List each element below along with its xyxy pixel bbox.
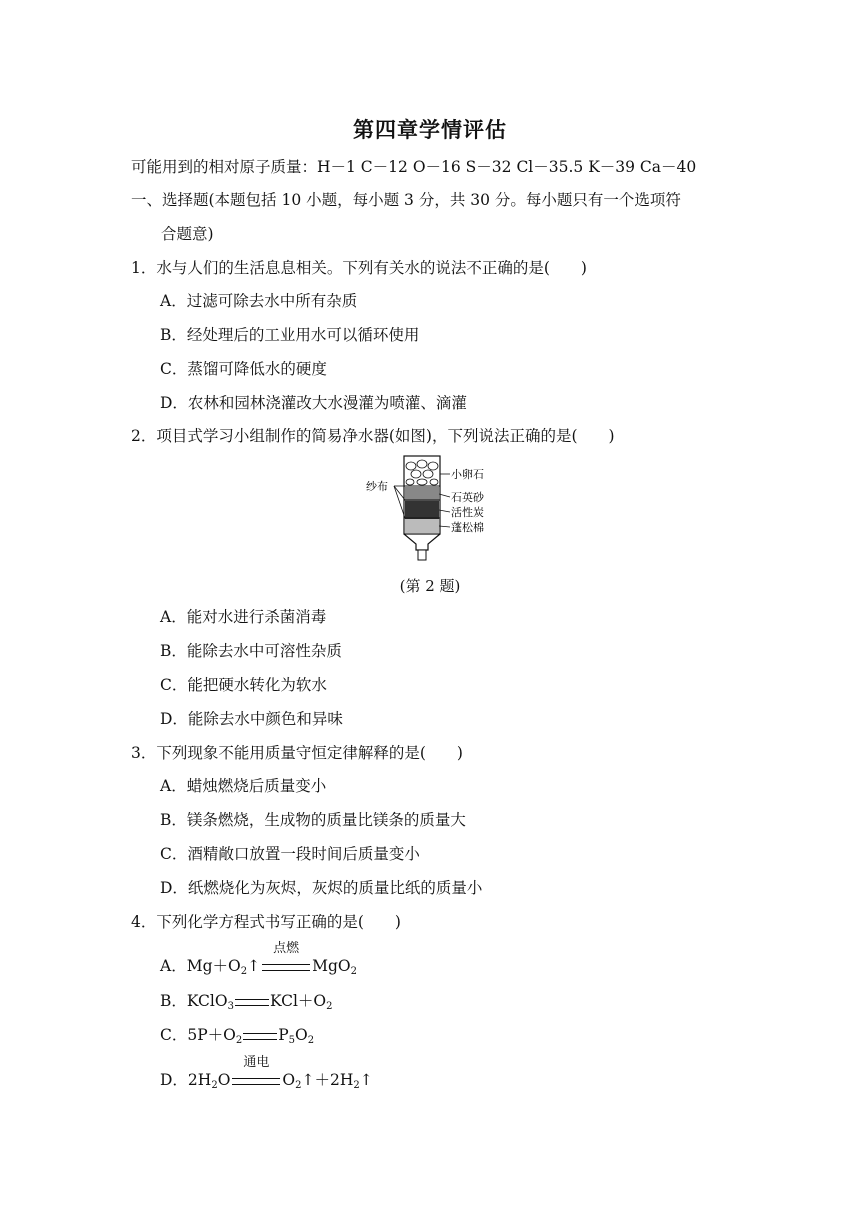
question-3-stem: 3．下列现象不能用质量守恒定律解释的是( ): [131, 744, 463, 762]
figure-label-gauze: 纱布: [366, 480, 388, 493]
question-3-option-c: C．酒精敞口放置一段时间后质量变小: [160, 845, 420, 863]
question-1-option-d: D．农林和园林浇灌改大水漫灌为喷灌、滴灌: [160, 394, 467, 412]
figure-label-quartz: 石英砂: [451, 491, 484, 504]
question-2-option-c: C．能把硬水转化为软水: [160, 676, 327, 694]
figure-caption: (第 2 题): [399, 577, 461, 595]
section-heading-cont: 合题意): [161, 225, 214, 243]
question-4-option-b: B．KClO$_3$ $KCl+O_2$: [160, 992, 333, 1012]
question-4-option-d: D．$2H_2O$ 通电 $O_2↑+2H_2↑$: [160, 1055, 373, 1091]
question-3-option-d: D．纸燃烧化为灰烬，灰烬的质量比纸的质量小: [160, 879, 483, 897]
eq-condition-ignite: 点燃: [273, 941, 300, 956]
question-3-option-a: A．蜡烛燃烧后质量变小: [160, 777, 327, 795]
question-4-option-c: C．$5P+O_2$ $P_5O_2$: [160, 1026, 315, 1046]
eq-condition-electrolysis: 通电: [243, 1055, 270, 1070]
question-2-option-d: D．能除去水中颜色和异味: [160, 710, 343, 728]
figure-label-pebble: 小卵石: [451, 468, 484, 481]
question-4-option-a: A．$Mg+O_2↑$ 点燃 MgO$_2$: [160, 941, 357, 977]
question-3-option-b: B．镁条燃烧，生成物的质量比镁条的质量大: [160, 811, 466, 829]
question-1-option-b: B．经处理后的工业用水可以循环使用: [160, 326, 420, 344]
figure-label-cotton: 蓬松棉: [451, 521, 484, 534]
figure-label-carbon: 活性炭: [451, 506, 484, 519]
question-1-stem: 1．水与人们的生活息息相关。下列有关水的说法不正确的是( ): [131, 259, 587, 277]
section-heading: 一、选择题(本题包括 10 小题，每小题 3 分，共 30 分。每小题只有一个选项符: [131, 191, 681, 209]
question-1-option-a: A．过滤可除去水中所有杂质: [160, 292, 358, 310]
question-1-option-c: C．蒸馏可降低水的硬度: [160, 360, 327, 378]
page-title: 第四章学情评估: [353, 117, 507, 142]
atomic-mass-note: 可能用到的相对原子质量：H－1 C－12 O－16 S－32 Cl－35.5 K－39 Ca－40: [131, 158, 697, 176]
question-2-stem: 2．项目式学习小组制作的简易净水器(如图)，下列说法正确的是( ): [131, 427, 615, 445]
water-filter-figure: [360, 452, 500, 562]
question-2-option-a: A．能对水进行杀菌消毒: [160, 608, 327, 626]
question-2-option-b: B．能除去水中可溶性杂质: [160, 642, 342, 660]
question-4-stem: 4．下列化学方程式书写正确的是( ): [131, 913, 401, 931]
